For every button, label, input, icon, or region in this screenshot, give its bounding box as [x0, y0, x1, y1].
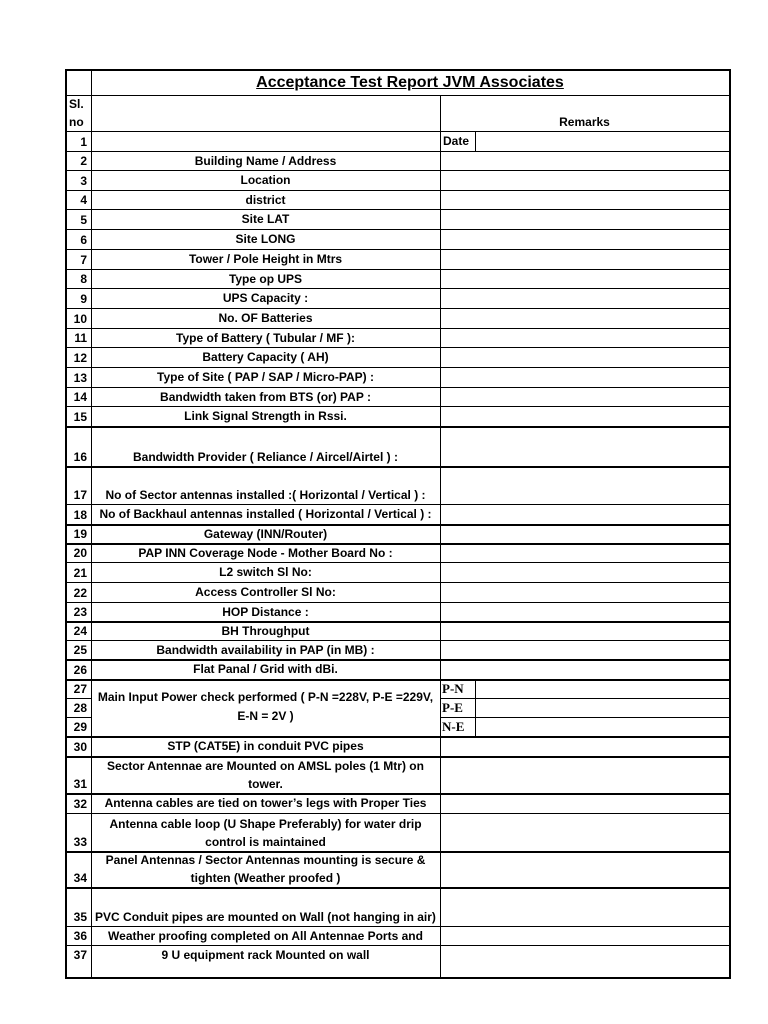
- sl-no-header: Sl. no: [69, 97, 84, 129]
- row-remarks-field[interactable]: [441, 269, 729, 288]
- row-remarks-field[interactable]: [441, 288, 729, 308]
- row-item-label: district: [245, 192, 286, 207]
- row-item-label: PVC Conduit pipes are mounted on Wall (not hanging in air): [95, 910, 436, 924]
- row-remarks-field[interactable]: [441, 347, 729, 367]
- row-number: 26: [73, 663, 87, 677]
- row-number: 2: [80, 154, 87, 168]
- row-number: 32: [73, 797, 87, 811]
- row-remarks-field[interactable]: [441, 543, 729, 562]
- row-item-label: UPS Capacity :: [222, 291, 309, 305]
- row-remarks-field[interactable]: [441, 229, 729, 249]
- row-item-label: Sector Antennae are Mounted on AMSL poles (1 Mtr) on tower.: [107, 759, 424, 791]
- row-number: 21: [73, 566, 87, 580]
- row-remarks-field[interactable]: [441, 524, 729, 543]
- row-number: 36: [73, 929, 87, 943]
- row-number: 29: [73, 720, 87, 734]
- row-remarks-field[interactable]: [441, 621, 729, 640]
- row-number: 18: [73, 508, 87, 522]
- row-item-label: Building Name / Address: [194, 153, 337, 168]
- power-check-label: Main Input Power check performed ( P-N =228V, P-E =229V, E-N = 2V ): [97, 690, 434, 723]
- row-item-label: Type of Battery ( Tubular / MF ):: [176, 330, 355, 345]
- date-label: Date: [443, 134, 470, 148]
- pe-label: P-E: [442, 700, 463, 715]
- row-number: 34: [73, 871, 87, 885]
- grid-line: [67, 95, 729, 96]
- row-remarks-field[interactable]: [441, 504, 729, 524]
- row-number: 10: [73, 312, 87, 326]
- row-item-label: Site LAT: [241, 212, 290, 226]
- row-item-label: No of Sector antennas installed :( Horizontal / Vertical ) :: [105, 488, 426, 502]
- row-remarks-field[interactable]: [441, 151, 729, 170]
- row-number: 22: [73, 586, 87, 600]
- row-item-label: No of Backhaul antennas installed ( Horizontal / Vertical ) :: [99, 507, 432, 521]
- row-item-label: Type op UPS: [228, 271, 303, 286]
- row-item-label: STP (CAT5E) in conduit PVC pipes: [167, 739, 364, 753]
- report-title: Acceptance Test Report JVM Associates: [256, 74, 564, 91]
- row-item-label: Flat Panal / Grid with dBi.: [193, 662, 338, 676]
- row-remarks-field[interactable]: [441, 756, 729, 793]
- row-number: 35: [73, 910, 87, 924]
- row-number: 20: [73, 546, 87, 560]
- row-item-label: Site LONG: [235, 232, 296, 246]
- row-number: 8: [80, 272, 87, 286]
- row-remarks-field[interactable]: [441, 602, 729, 621]
- row-remarks-field[interactable]: [441, 926, 729, 945]
- row-item-label: L2 switch Sl No:: [219, 565, 312, 579]
- row-number: 7: [80, 253, 87, 267]
- row-number: 14: [73, 390, 87, 404]
- row-remarks-field[interactable]: [441, 209, 729, 229]
- row-number: 17: [73, 488, 87, 502]
- row-item-label: Antenna cables are tied on tower’s legs with Proper Ties: [104, 796, 427, 810]
- row-remarks-field[interactable]: [441, 851, 729, 887]
- row-number: 12: [73, 351, 87, 365]
- row-number: 31: [73, 777, 87, 791]
- row-remarks-field[interactable]: [441, 170, 729, 190]
- row-item-label: HOP Distance :: [222, 604, 309, 619]
- row-remarks-field[interactable]: [441, 466, 729, 504]
- row-number: 24: [73, 624, 87, 638]
- row-number: 25: [73, 643, 87, 657]
- row-number: 3: [80, 174, 87, 188]
- row-number: 23: [73, 605, 87, 619]
- row-number: 6: [80, 233, 87, 247]
- row-number: 15: [73, 410, 87, 424]
- row-item-label: Antenna cable loop (U Shape Preferably) for water drip control is maintained: [109, 817, 422, 849]
- row-remarks-field[interactable]: [441, 367, 729, 387]
- row-remarks-field[interactable]: [441, 945, 729, 964]
- row-item-label: BH Throughput: [221, 623, 310, 638]
- row-remarks-field[interactable]: [441, 640, 729, 659]
- row-item-label: Bandwidth Provider ( Reliance / Aircel/Airtel ) :: [133, 450, 398, 464]
- row-remarks-field[interactable]: [441, 406, 729, 426]
- remarks-header: Remarks: [559, 115, 610, 129]
- pn-label: P-N: [442, 681, 464, 696]
- row-number: 4: [80, 193, 87, 207]
- acceptance-test-sheet: [65, 69, 731, 979]
- row-remarks-field[interactable]: [441, 813, 729, 851]
- row-item-label: Tower / Pole Height in Mtrs: [188, 252, 343, 266]
- row-number: 28: [73, 701, 87, 715]
- row-remarks-field[interactable]: [441, 308, 729, 328]
- row-item-label: Bandwidth taken from BTS (or) PAP :: [160, 389, 371, 404]
- row-remarks-field[interactable]: [441, 736, 729, 756]
- row-number: 9: [80, 292, 87, 306]
- row-number: 5: [80, 213, 87, 227]
- row-remarks-field[interactable]: [441, 582, 729, 602]
- row-item-label: Access Controller Sl No:: [195, 585, 336, 599]
- row-remarks-field[interactable]: [441, 659, 729, 679]
- ne-label: N-E: [442, 719, 465, 734]
- row-remarks-field[interactable]: [441, 562, 729, 582]
- row-item-label: Link Signal Strength in Rssi.: [184, 409, 347, 423]
- pe-value-field[interactable]: [476, 698, 729, 717]
- row-remarks-field[interactable]: [441, 387, 729, 406]
- row-number: 19: [73, 527, 87, 541]
- row-remarks-field[interactable]: [441, 249, 729, 269]
- row-item-label: Panel Antennas / Sector Antennas mounting is secure & tighten (Weather proofed ): [105, 853, 426, 885]
- row-remarks-field[interactable]: [441, 426, 729, 466]
- pn-value-field[interactable]: [476, 679, 729, 698]
- row-item-label: No. OF Batteries: [218, 311, 313, 325]
- row-number: 13: [73, 371, 87, 385]
- row-number: 16: [73, 450, 87, 464]
- row-remarks-field[interactable]: [441, 793, 729, 813]
- row-remarks-field[interactable]: [441, 328, 729, 347]
- row-item-label: Type of Site ( PAP / SAP / Micro-PAP) :: [157, 370, 374, 384]
- row-item-label: Location: [240, 173, 291, 187]
- ne-value-field[interactable]: [476, 717, 729, 736]
- row-item-label: Gateway (INN/Router): [203, 526, 328, 541]
- row-remarks-field[interactable]: [441, 887, 729, 926]
- row-item-label: Bandwidth availability in PAP (in MB) :: [156, 642, 375, 657]
- row-item-label: 9 U equipment rack Mounted on wall: [161, 947, 370, 962]
- row-item-label: Battery Capacity ( AH): [202, 350, 329, 364]
- row-number: 11: [74, 331, 87, 345]
- row-remarks-field[interactable]: [441, 190, 729, 209]
- row-number: 27: [73, 682, 87, 696]
- row-item-label: Weather proofing completed on All Antennae Ports and: [108, 928, 423, 943]
- row-number: 1: [80, 135, 87, 149]
- date-value-field[interactable]: [476, 132, 729, 151]
- row-number: 37: [73, 948, 87, 962]
- row-number: 33: [73, 835, 87, 849]
- row-item-label: PAP INN Coverage Node - Mother Board No :: [138, 545, 393, 560]
- row-number: 30: [73, 740, 87, 754]
